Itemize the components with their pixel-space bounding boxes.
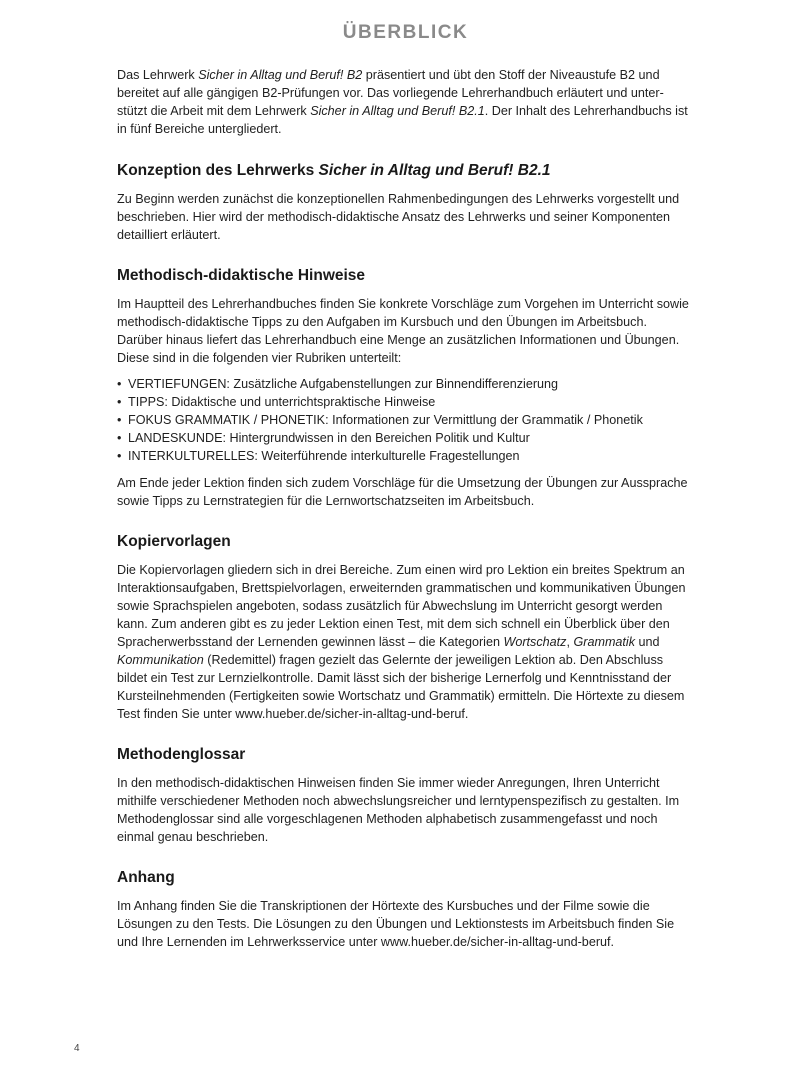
section-text: Im Hauptteil des Lehrerhandbuches finden Sie konkrete Vorschläge zum Vorgehen im Unterricht sowie methodisch-didaktische Tipps zu den Aufgaben im Kursbuch und den Übungen im Arbeitsbuch. Darüber hinaus liefert das Lehrerhandbuch eine Menge an zusätzlichen Informationen und Übungen. Diese sind in die folgenden vier Rubriken unterteilt: xyxy=(117,297,689,365)
section-text: Die Kopiervorlagen gliedern sich in drei Bereiche. Zum einen wird pro Lektion ein breites Spektrum an Interaktionsaufgaben, Brettspielvorlagen, erweiternden grammatischen und kommunikativen Übungen sowie Sprachspielen angeboten, sodass zusätzlich für Abwechslung im Unterricht gesorgt werden kann. Zum anderen gibt es zu jeder Lektion einen Test, mit dem sich schnell ein Überblick über den Spracherwerbsstand der Lernenden gewinnen lässt – die Kategorien Wortschatz, Grammatik und Kommunikation (Redemittel) fragen gezielt das Gelernte der jeweiligen Lektion ab. Den Abschluss bildet ein Test zur Lernzielkontrolle. Damit lässt sich der bisherige Lernerfolg und Kenntnisstand der Kursteilnehmenden (Fertigkeiten sowie Wortschatz und Grammatik) ermitteln. Die Hörtexte zu diesem Test finden Sie unter www.hueber.de/sicher-in-alltag-und-beruf. xyxy=(117,563,686,721)
list-item: • FOKUS GRAMMATIK / PHONETIK: Informationen zur Vermittlung der Grammatik / Phonetik xyxy=(117,411,689,429)
rubriken-list xyxy=(117,375,689,465)
list-item: • LANDESKUNDE: Hintergrundwissen in den Bereichen Politik und Kultur xyxy=(117,429,689,447)
section-heading-hinweise: Methodisch-didaktische Hinweise xyxy=(117,267,366,284)
section-konzeption xyxy=(117,161,689,244)
list-item: • TIPPS: Didaktische und unterrichtspraktische Hinweise xyxy=(117,393,689,411)
section-hinweise xyxy=(117,266,689,510)
section-kopiervorlagen xyxy=(117,532,689,723)
page-number: 4 xyxy=(74,1043,80,1054)
section-text: Im Anhang finden Sie die Transkriptionen der Hörtexte des Kursbuches und der Filme sowie die Lösungen zu den Tests. Die Lösungen zu den Übungen und Lektionstests im Arbeitsbuch finden Sie und Ihre Lernenden im Lehrwerksservice unter www.hueber.de/sicher-in-alltag-und-beruf. xyxy=(117,899,675,949)
section-heading-kopiervorlagen: Kopiervorlagen xyxy=(117,533,231,550)
section-text: Am Ende jeder Lektion finden sich zudem Vorschläge für die Umsetzung der Übungen zur Aussprache sowie Tipps zu Lernstrategien für die Lernwortschatzseiten im Arbeitsbuch. xyxy=(117,476,688,508)
section-heading-anhang: Anhang xyxy=(117,869,175,886)
list-item: • VERTIEFUNGEN: Zusätzliche Aufgabenstellungen zur Binnendifferenzierung xyxy=(117,375,689,393)
list-item: • INTERKULTURELLES: Weiterführende interkulturelle Fragestellungen xyxy=(117,447,689,465)
section-methodenglossar xyxy=(117,745,689,846)
section-text: Zu Beginn werden zunächst die konzeptionellen Rahmenbedingungen des Lehrwerks vorgestellt und beschrieben. Hier wird der methodisch-didaktische Ansatz des Lehrwerks und seiner Komponenten detailliert erläutert. xyxy=(117,192,680,242)
intro-paragraph: Das Lehrwerk Sicher in Alltag und Beruf! B2 präsentiert und übt den Stoff der Niveaustufe B2 und bereitet auf alle gängigen B2-Prüfungen vor. Das vorliegende Lehrerhandbuch erläutert und unterstützt die Arbeit mit dem Lehrwerk Sicher in Alltag und Beruf! B2.1. Der Inhalt des Lehrerhandbuchs ist in fünf Bereiche untergliedert. xyxy=(117,68,688,136)
section-anhang xyxy=(117,868,689,951)
section-text: In den methodisch-didaktischen Hinweisen finden Sie immer wieder Anregungen, Ihren Unterricht mithilfe verschiedener Methoden noch abwechslungsreicher und lerntypenspezifisch zu gestalten. Im Methodenglossar sind alle vorgeschlagenen Methoden alphabetisch zusammengefasst und noch einmal genau beschrieben. xyxy=(117,776,680,844)
page-title: ÜBERBLICK xyxy=(342,22,469,43)
section-heading-konzeption: Konzeption des Lehrwerks Sicher in Alltag und Beruf! B2.1 xyxy=(117,162,551,179)
page-content xyxy=(117,66,689,973)
section-heading-methodenglossar: Methodenglossar xyxy=(117,746,246,763)
